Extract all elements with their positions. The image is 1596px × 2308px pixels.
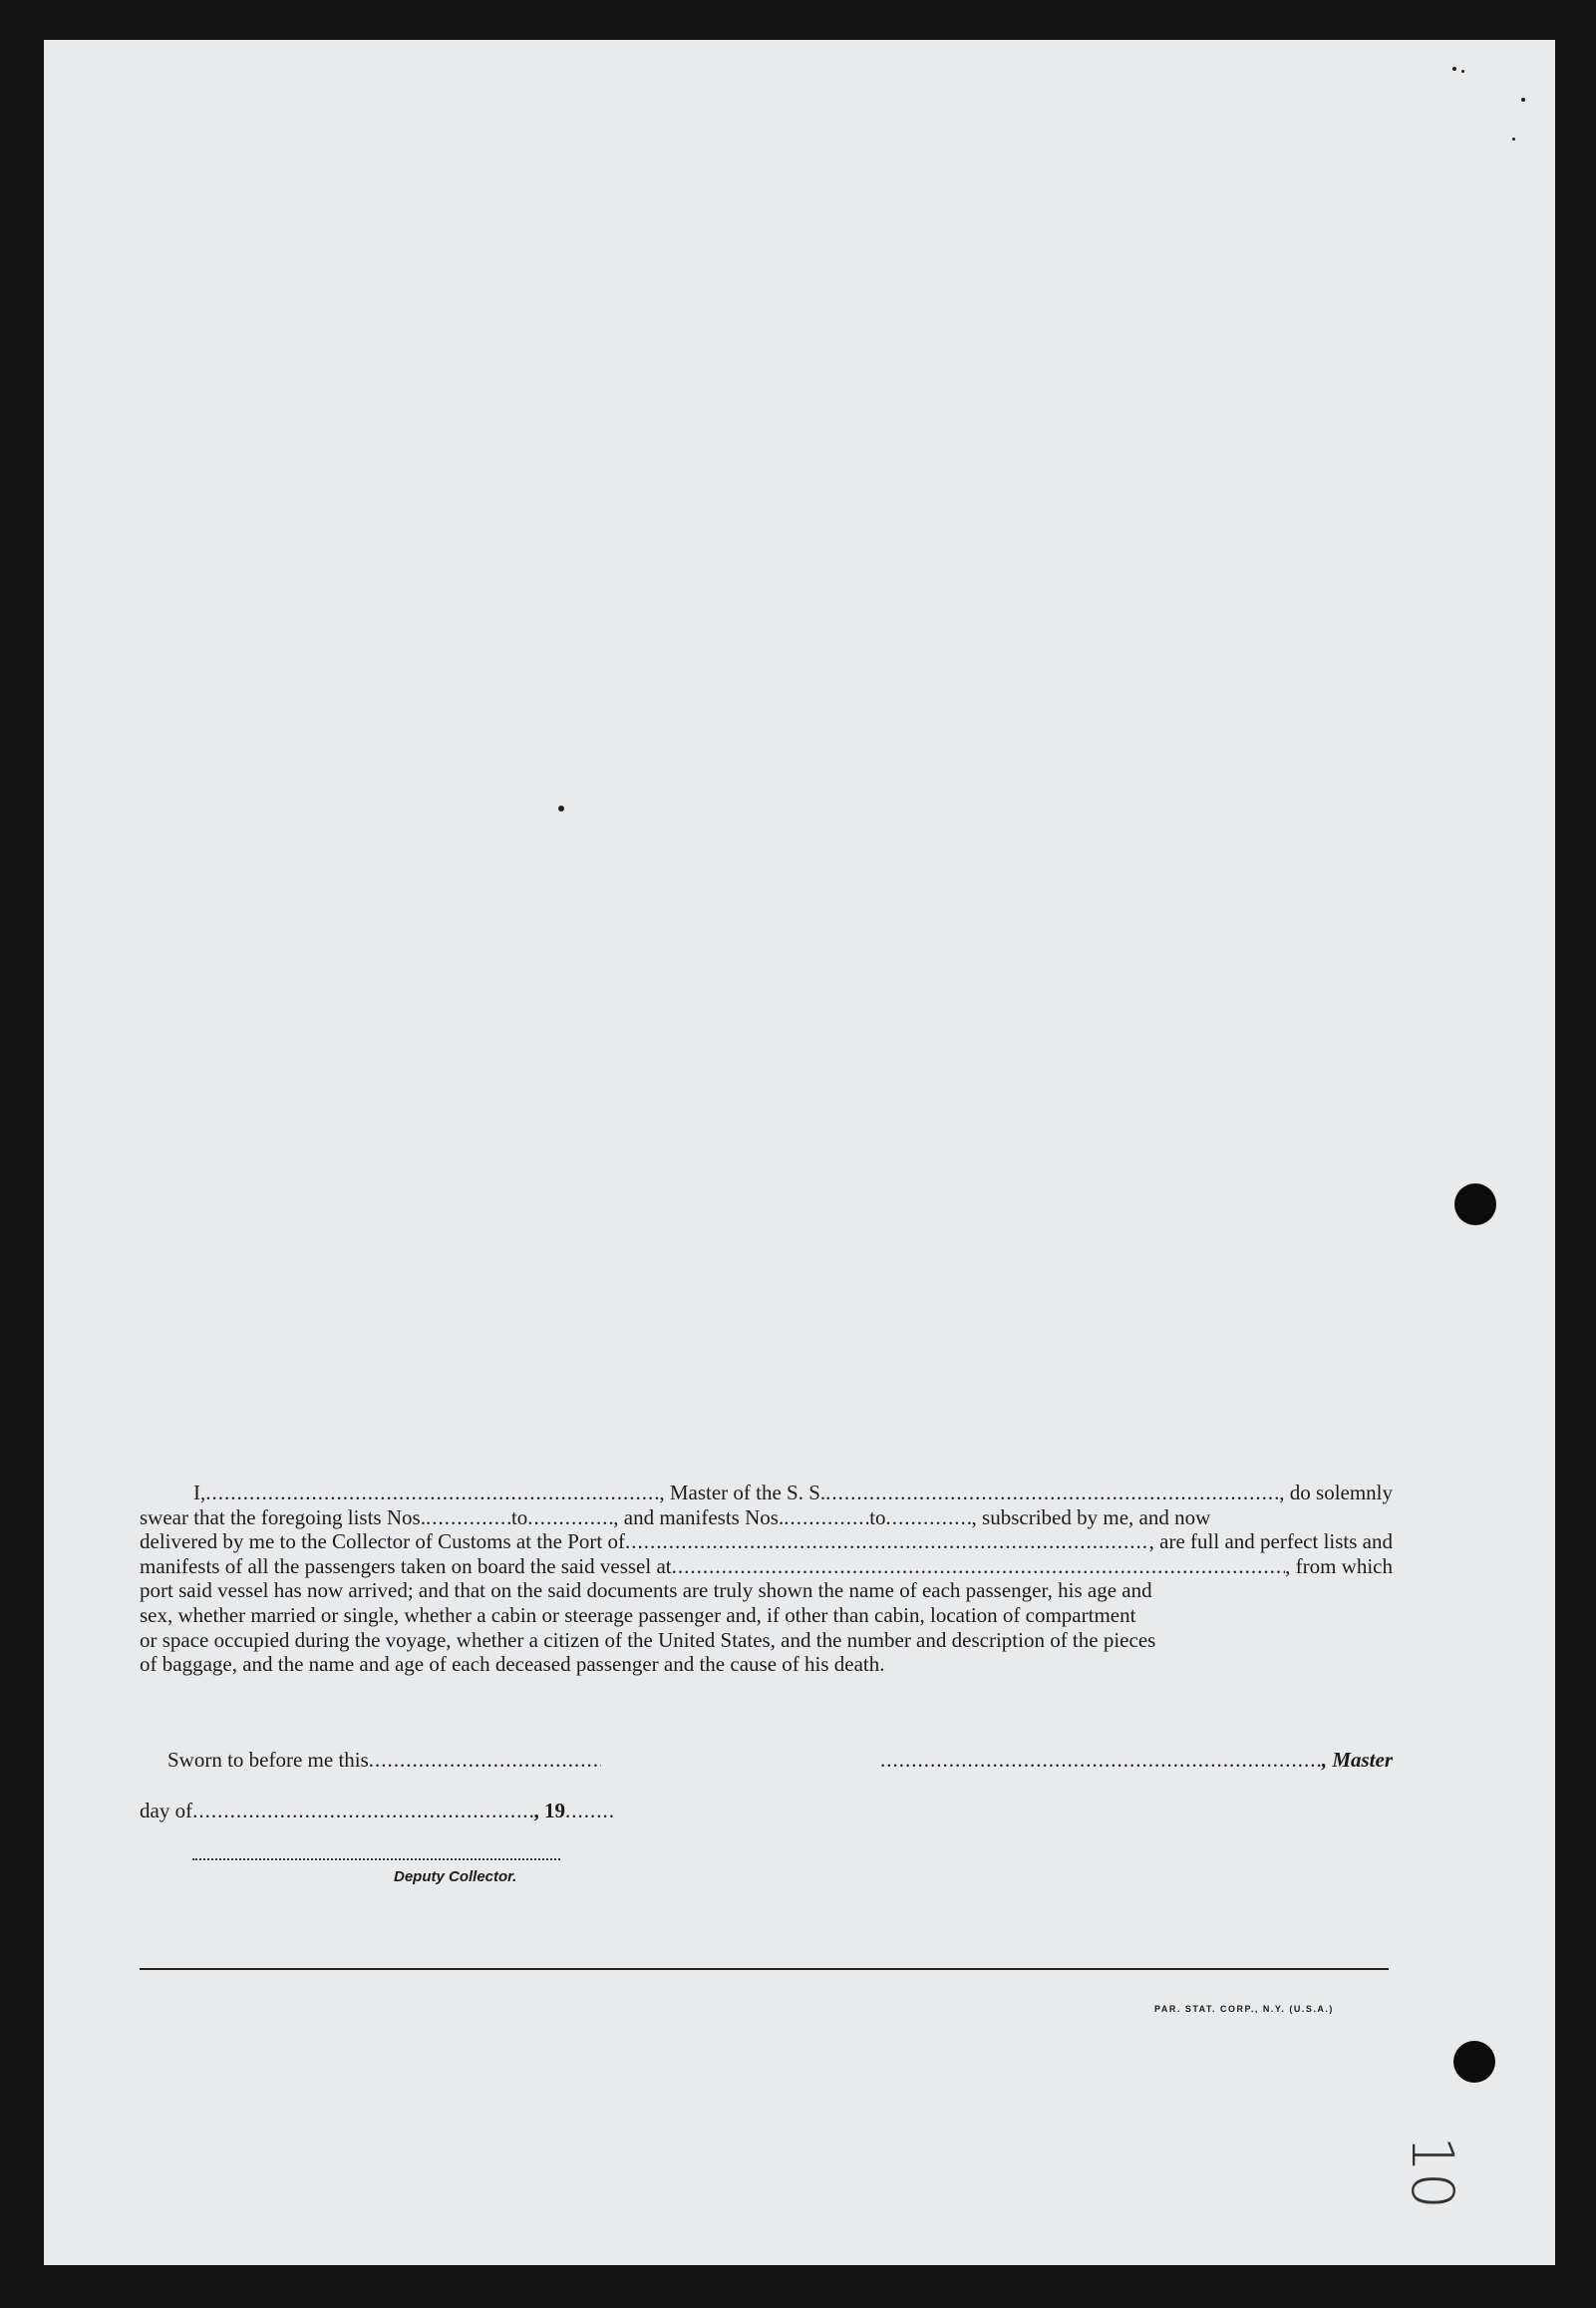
oath-text: manifests of all the passengers taken on board the said vessel at — [140, 1553, 672, 1578]
oath-text: , subscribed by me, and now — [971, 1504, 1211, 1529]
dust-speck — [558, 806, 564, 812]
fill-in-leader — [886, 1505, 972, 1530]
deputy-signature-leader — [192, 1850, 560, 1860]
dust-speck — [1461, 70, 1464, 73]
oath-text: delivered by me to the Collector of Customs at the Port of — [140, 1529, 625, 1554]
fill-in-leader — [369, 1748, 601, 1773]
oath-text: swear that the foregoing lists Nos. — [140, 1504, 426, 1529]
fill-in-leader — [527, 1505, 613, 1530]
deputy-collector-label: Deputy Collector. — [394, 1868, 517, 1885]
printer-imprint: PAR. STAT. CORP., N.Y. (U.S.A.) — [1154, 2004, 1334, 2014]
oath-line-7: or space occupied during the voyage, whether a citizen of the United States, and the number and description of the pieces — [140, 1627, 1156, 1652]
oath-line-2 — [140, 1505, 1393, 1530]
handwritten-page-number: 10 — [1398, 2136, 1466, 2209]
oath-text: , from which — [1285, 1553, 1393, 1578]
horizontal-rule — [140, 1968, 1389, 1970]
fill-in-leader — [426, 1505, 511, 1530]
master-signature-line — [880, 1748, 1393, 1773]
fill-in-leader — [192, 1799, 533, 1823]
oath-text: I, — [193, 1481, 206, 1504]
oath-text: , Master of the S. S. — [659, 1481, 826, 1504]
oath-text: , and manifests Nos. — [613, 1504, 785, 1529]
fill-in-leader — [880, 1748, 1322, 1773]
fill-in-leader — [784, 1505, 869, 1530]
oath-text: , do solemnly — [1279, 1481, 1393, 1504]
oath-line-4 — [140, 1554, 1393, 1579]
day-of-text: day of — [140, 1799, 193, 1822]
oath-line-8: of baggage, and the name and age of each deceased passenger and the cause of his death. — [140, 1652, 885, 1677]
fill-in-leader — [672, 1554, 1286, 1579]
oath-paragraph — [140, 1481, 1393, 1677]
fill-in-leader — [565, 1799, 613, 1823]
fill-in-leader — [825, 1481, 1279, 1505]
oath-line-3 — [140, 1529, 1393, 1554]
oath-text: , are full and perfect lists and — [1148, 1529, 1393, 1554]
fill-in-leader — [625, 1529, 1149, 1554]
oath-line-1 — [140, 1481, 1393, 1505]
oath-text: to — [869, 1504, 886, 1529]
dust-speck — [1521, 98, 1525, 102]
year-label: , 19 — [533, 1799, 565, 1822]
oath-line-5: port said vessel has now arrived; and that on the said documents are truly shown the name of each passenger, his age and — [140, 1578, 1152, 1603]
day-of-line — [140, 1799, 613, 1823]
punch-hole — [1453, 2041, 1495, 2083]
oath-text: to — [510, 1504, 528, 1529]
sworn-text: Sworn to before me this — [167, 1748, 369, 1772]
punch-hole — [1454, 1183, 1496, 1225]
dust-speck — [1452, 67, 1456, 71]
fill-in-leader — [205, 1481, 659, 1505]
form-sheet — [44, 40, 1555, 2265]
master-label: , Master — [1321, 1748, 1393, 1772]
dust-speck — [1512, 138, 1515, 141]
oath-line-6: sex, whether married or single, whether a cabin or steerage passenger and, if other than cabin, location of compartment — [140, 1602, 1136, 1627]
sworn-line — [167, 1748, 601, 1773]
